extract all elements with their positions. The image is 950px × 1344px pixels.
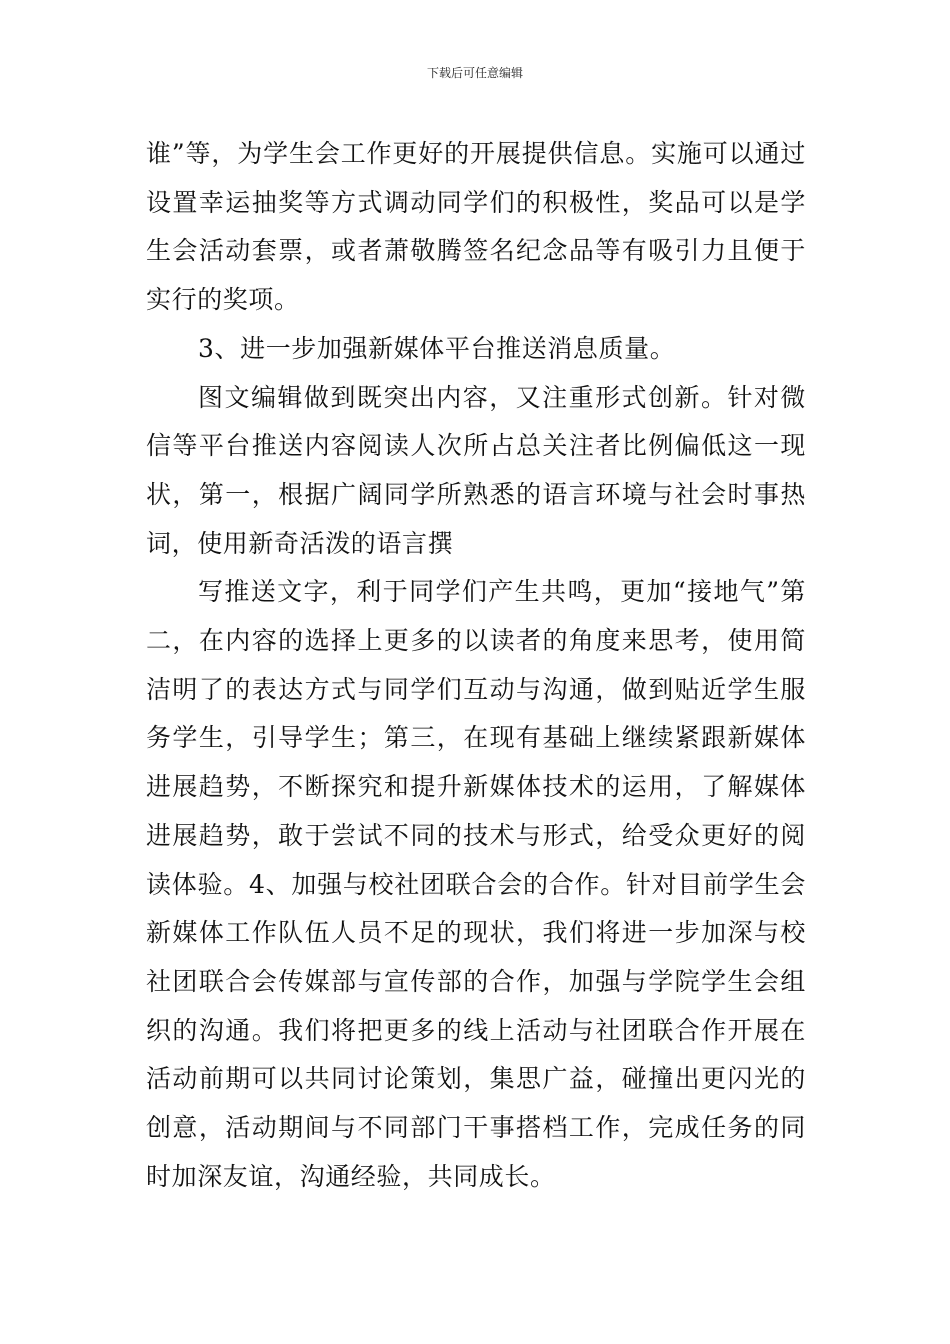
paragraph-continuation: 谁”等，为学生会工作更好的开展提供信息。实施可以通过设置幸运抽奖等方式调动同学们的积极性，奖品可以是学生会活动套票，或者萧敬腾签名纪念品等有吸引力且便于实行的奖项。 [146,139,806,315]
paragraph-push-text: 写推送文字，利于同学们产生共鸣，更加“接地气”第二，在内容的选择上更多的以读者的角度来思考，使用简洁明了的表达方式与同学们互动与沟通，做到贴近学生服务学生，引导学生；第三，在现有基础上继续紧跟新媒体进展趋势，不断探究和提升新媒体技术的运用，了解媒体进展趋势，敢于尝试不同的技术与形式，给受众更好的阅读体验。4、加强与校社团联合会的合作。针对目前学生会新媒体工作队伍人员不足的现状，我们将进一步加深与校社团联合会传媒部与宣传部的合作，加强与学院学生会组织的沟通。我们将把更多的线上活动与社团联合作开展在活动前期可以共同讨论策划，集思广益，碰撞出更闪光的创意，活动期间与不同部门干事搭档工作，完成任务的同时加深友谊，沟通经验，共同成长。 [146,577,806,1191]
page-header: 下载后可任意编辑 [426,66,523,80]
document-body [146,130,806,1201]
paragraph-graphic-editing: 图文编辑做到既突出内容，又注重形式创新。针对微信等平台推送内容阅读人次所占总关注者比例偏低这一现状，第一，根据广阔同学所熟悉的语言环境与社会时事热词，使用新奇活泼的语言撰 [146,382,806,558]
paragraph-section-heading: 3、进一步加强新媒体平台推送消息质量。 [198,333,676,363]
